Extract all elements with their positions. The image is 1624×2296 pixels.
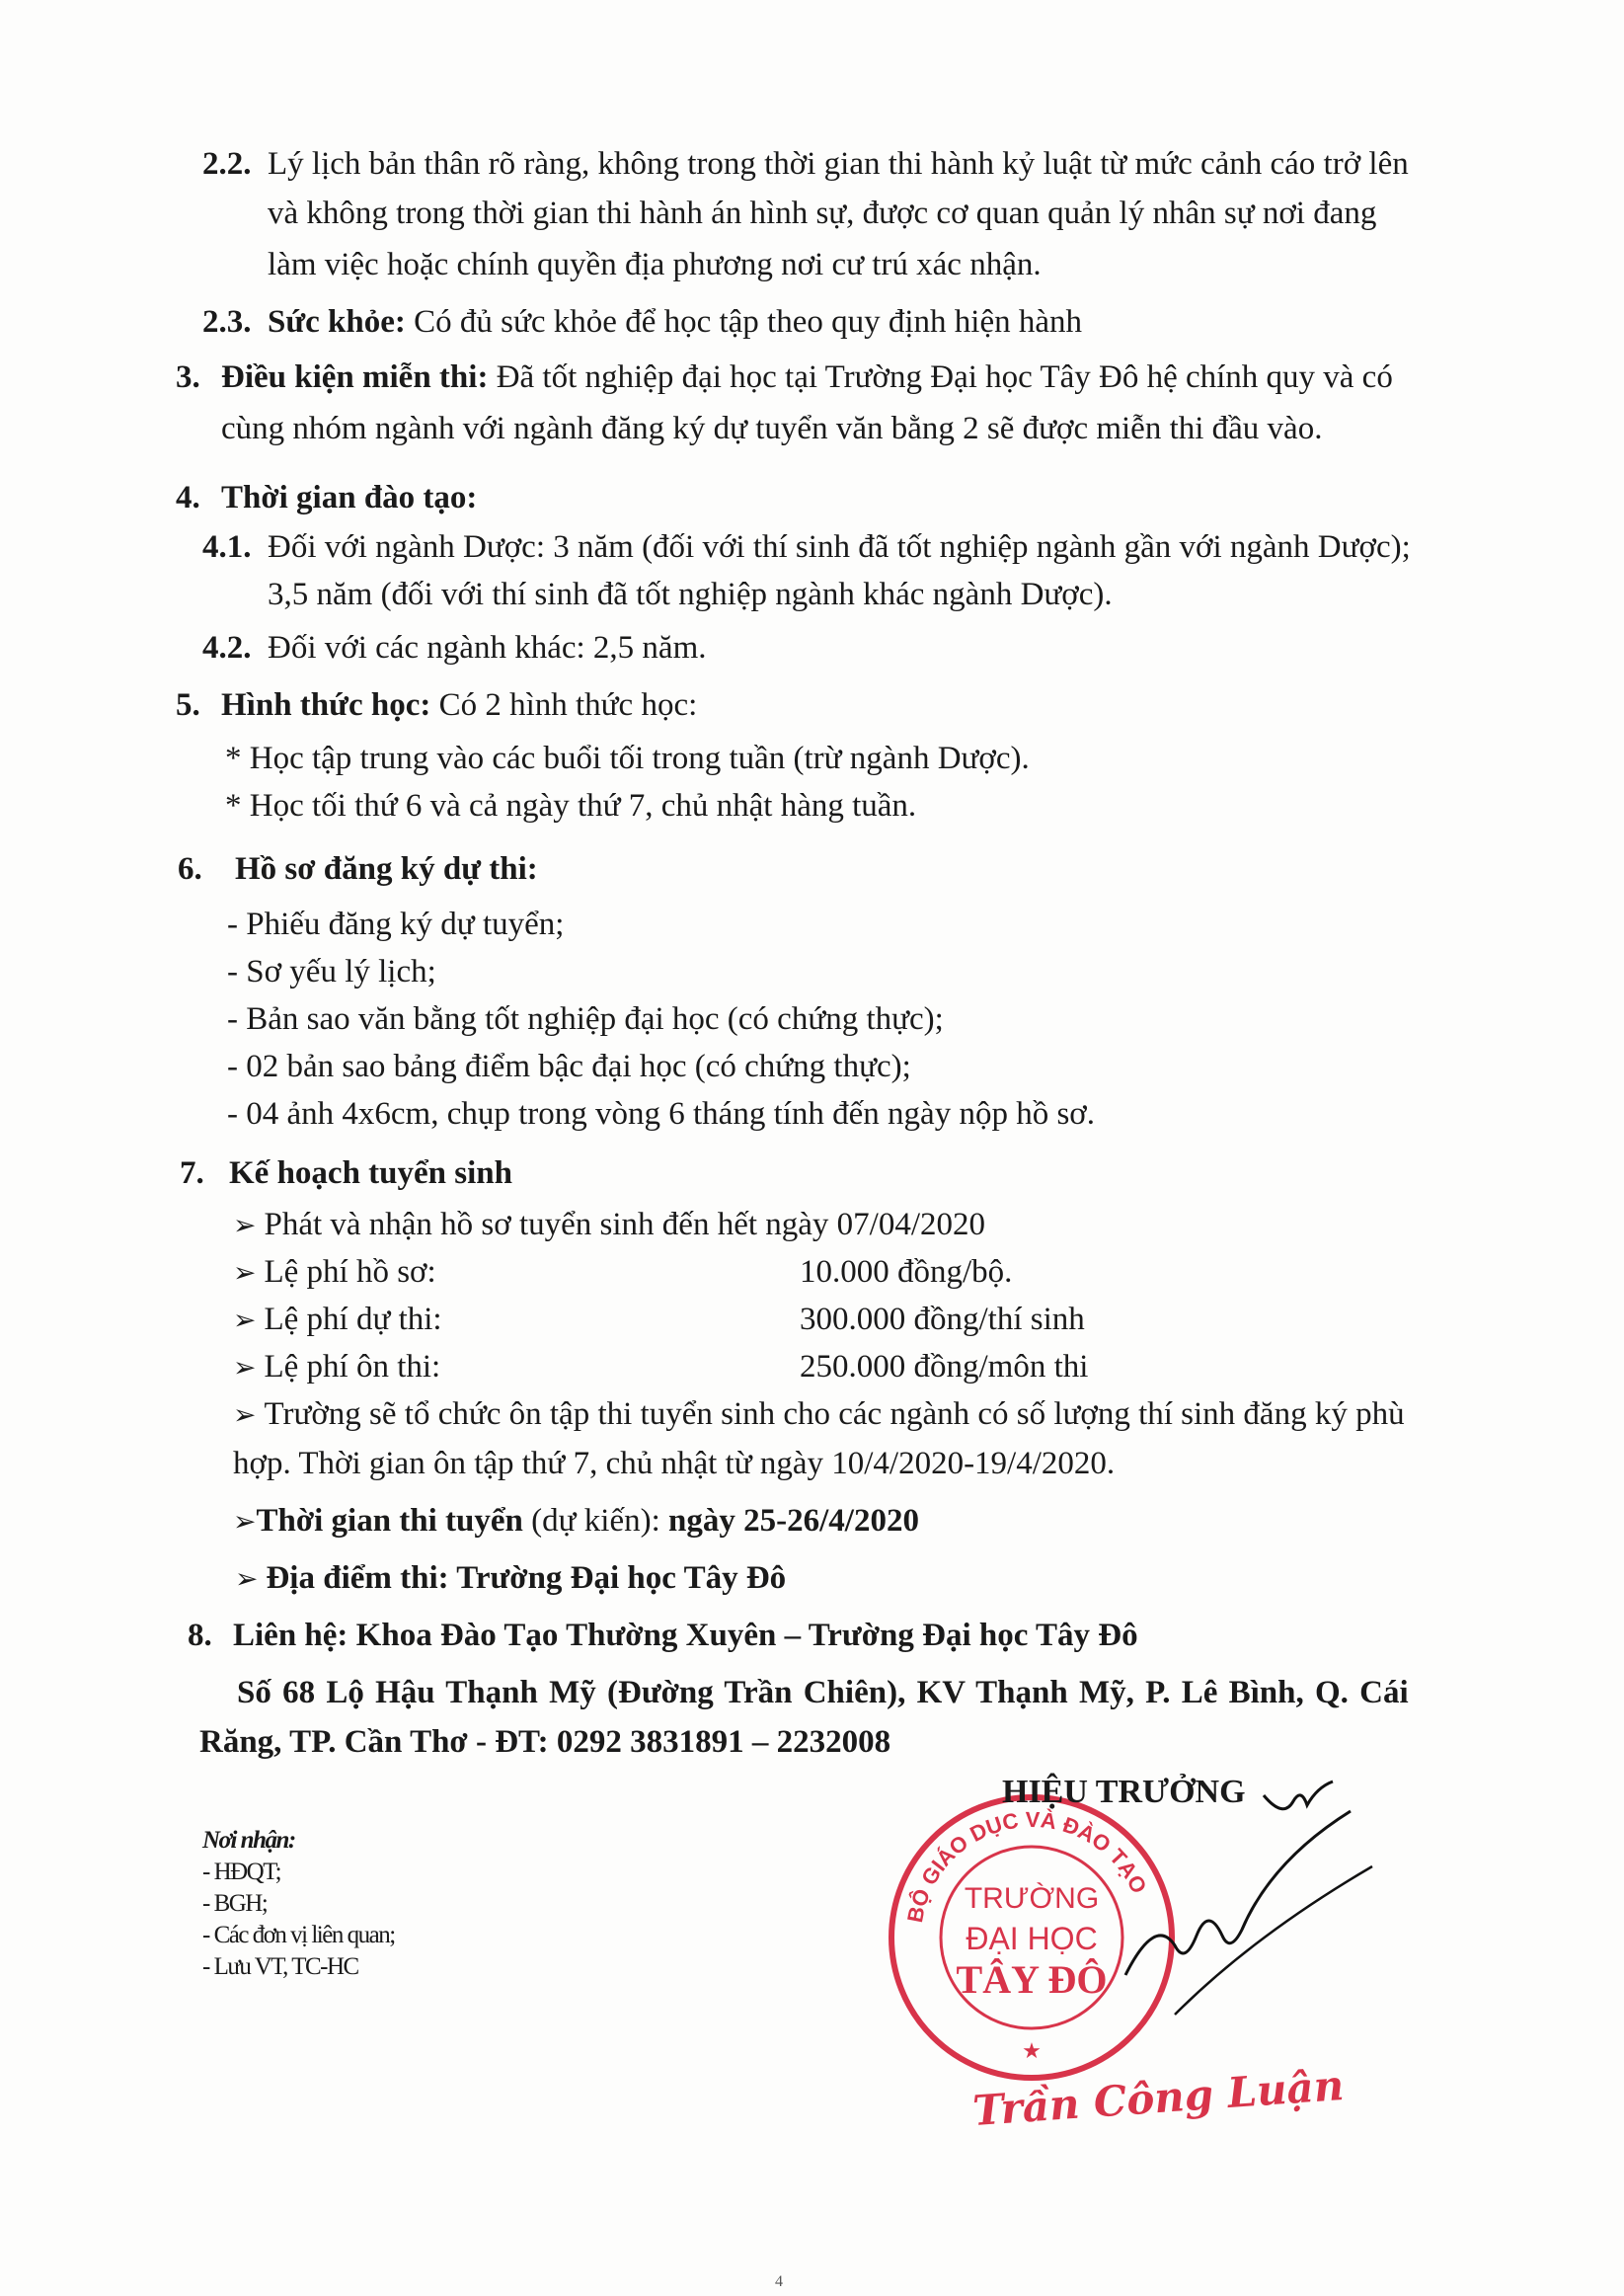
recipients-title: Nơi nhận:	[202, 1827, 295, 1854]
recipient-item: - BGH;	[202, 1890, 268, 1917]
section-number: 4.1.	[202, 529, 252, 565]
fee-row	[233, 1347, 1121, 1388]
page-number: 4	[775, 2273, 783, 2290]
section-number: 2.3.	[202, 304, 252, 340]
section-number: 3.	[176, 359, 200, 395]
exam-time: ➢Thời gian thi tuyển (dự kiến): ngày 25-26/4/2020	[233, 1501, 919, 1543]
list-item: * Học tối thứ 6 và cả ngày thứ 7, chủ nhật hàng tuần.	[225, 788, 917, 824]
fee-value: 250.000 đồng/môn thi	[800, 1349, 1089, 1385]
section-number: 4.2.	[202, 630, 252, 666]
section-3-line1: 3. Điều kiện miễn thi: Đã tốt nghiệp đại học tại Trường Đại học Tây Đô hệ chính quy và có	[176, 359, 1393, 395]
section-5-heading: 5. Hình thức học: Có 2 hình thức học:	[176, 687, 698, 723]
arrow-icon: ➢	[233, 1400, 257, 1431]
arrow-icon: ➢	[233, 1211, 257, 1241]
section-7-heading	[180, 1153, 512, 1193]
arrow-icon: ➢	[233, 1306, 257, 1336]
recipient-item: - HĐQT;	[202, 1859, 281, 1885]
fee-label: Lệ phí ôn thi:	[264, 1349, 441, 1385]
section-label: Liên hệ: Khoa Đào Tạo Thường Xuyên – Trường Đại học Tây Đô	[233, 1618, 1138, 1653]
section-number: 2.2.	[202, 146, 252, 182]
handwritten-signature	[1116, 1768, 1392, 2024]
address-line1: Số 68 Lộ Hậu Thạnh Mỹ (Đường Trần Chiên), KV Thạnh Mỹ, P. Lê Bình, Q. Cái	[237, 1675, 1409, 1710]
section-4-2: 4.2. Đối với các ngành khác: 2,5 năm.	[202, 630, 707, 666]
svg-text:TÂY ĐÔ: TÂY ĐÔ	[956, 1957, 1108, 2002]
list-item: * Học tập trung vào các buổi tối trong tuần (trừ ngành Dược).	[225, 741, 1030, 776]
list-item: - 04 ảnh 4x6cm, chụp trong vòng 6 tháng tính đến ngày nộp hồ sơ.	[227, 1096, 1095, 1132]
fee-label: Lệ phí dự thi:	[264, 1302, 442, 1337]
section-number: 6.	[178, 851, 202, 887]
section-label: Kế hoạch tuyển sinh	[229, 1155, 512, 1191]
section-4-heading	[176, 478, 477, 517]
svg-text:★: ★	[1022, 2038, 1042, 2063]
section-8-heading	[188, 1616, 1138, 1655]
section-number: 4.	[176, 480, 200, 515]
section-number: 5.	[176, 687, 200, 723]
svg-text:TRƯỜNG: TRƯỜNG	[964, 1882, 1100, 1915]
section-2-2-line1: 2.2. Lý lịch bản thân rõ ràng, không trong thời gian thi hành kỷ luật từ mức cảnh cáo trở lên	[202, 146, 1409, 182]
svg-text:ĐẠI HỌC: ĐẠI HỌC	[966, 1921, 1098, 1956]
exam-place: ➢ Địa điểm thi: Trường Đại học Tây Đô	[235, 1558, 786, 1600]
fee-value: 300.000 đồng/thí sinh	[800, 1302, 1085, 1337]
section-2-2-line3: làm việc hoặc chính quyền địa phương nơi cư trú xác nhận.	[268, 247, 1042, 282]
fee-row	[233, 1252, 1121, 1294]
arrow-icon: ➢	[233, 1353, 257, 1384]
list-item: - Bản sao văn bằng tốt nghiệp đại học (có chứng thực);	[227, 1001, 944, 1037]
recipients-block	[202, 1825, 395, 1983]
section-3-line2: cùng nhóm ngành với ngành đăng ký dự tuyển văn bằng 2 sẽ được miễn thi đầu vào.	[221, 411, 1323, 446]
review-line2: hợp. Thời gian ôn tập thứ 7, chủ nhật từ ngày 10/4/2020-19/4/2020.	[233, 1446, 1116, 1481]
section-label: Thời gian đào tạo:	[221, 480, 478, 515]
list-item: - Sơ yếu lý lịch;	[227, 954, 436, 990]
section-6-heading	[178, 849, 538, 889]
fee-value: 10.000 đồng/bộ.	[800, 1254, 1013, 1290]
recipient-item: - Các đơn vị liên quan;	[202, 1922, 395, 1948]
section-label: Điều kiện miễn thi:	[221, 359, 489, 395]
review-line1: ➢ Trường sẽ tổ chức ôn tập thi tuyển sinh cho các ngành có số lượng thí sinh đăng ký phù	[233, 1394, 1405, 1436]
section-4-1-line1: 4.1. Đối với ngành Dược: 3 năm (đối với thí sinh đã tốt nghiệp ngành gần với ngành Dược);	[202, 529, 1411, 565]
section-label: Hình thức học:	[221, 687, 431, 723]
signature-title: HIỆU TRƯỞNG	[1002, 1774, 1246, 1810]
section-4-1-line2: 3,5 năm (đối với thí sinh đã tốt nghiệp ngành khác ngành Dược).	[268, 577, 1113, 612]
address-line2: Răng, TP. Cần Thơ - ĐT: 0292 3831891 – 2232008	[199, 1724, 891, 1760]
recipient-item: - Lưu VT, TC-HC	[202, 1953, 358, 1980]
section-label: Hồ sơ đăng ký dự thi:	[235, 851, 538, 887]
arrow-icon: ➢	[233, 1258, 257, 1289]
signer-name: Trần Công Luận	[970, 2060, 1346, 2136]
section-2-2-line2: và không trong thời gian thi hành án hình sự, được cơ quan quản lý nhân sự nơi đang	[268, 196, 1377, 231]
section-2-3: 2.3. Sức khỏe: Có đủ sức khỏe để học tập theo quy định hiện hành	[202, 304, 1082, 340]
fee-row	[233, 1300, 1121, 1341]
list-item: - 02 bản sao bảng điểm bậc đại học (có chứng thực);	[227, 1049, 911, 1084]
fee-label: Lệ phí hồ sơ:	[264, 1254, 436, 1290]
section-number: 7.	[180, 1155, 204, 1191]
list-item: - Phiếu đăng ký dự tuyển;	[227, 907, 565, 942]
section-label: Sức khỏe:	[268, 304, 406, 340]
svg-text:BỘ GIÁO DỤC VÀ ĐÀO TẠO: BỘ GIÁO DỤC VÀ ĐÀO TẠO	[901, 1806, 1152, 1925]
section-number: 8.	[188, 1618, 212, 1653]
arrow-icon: ➢	[233, 1507, 257, 1538]
arrow-icon: ➢	[235, 1564, 259, 1595]
plan-deadline: ➢ Phát và nhận hồ sơ tuyển sinh đến hết ngày 07/04/2020	[233, 1205, 985, 1246]
